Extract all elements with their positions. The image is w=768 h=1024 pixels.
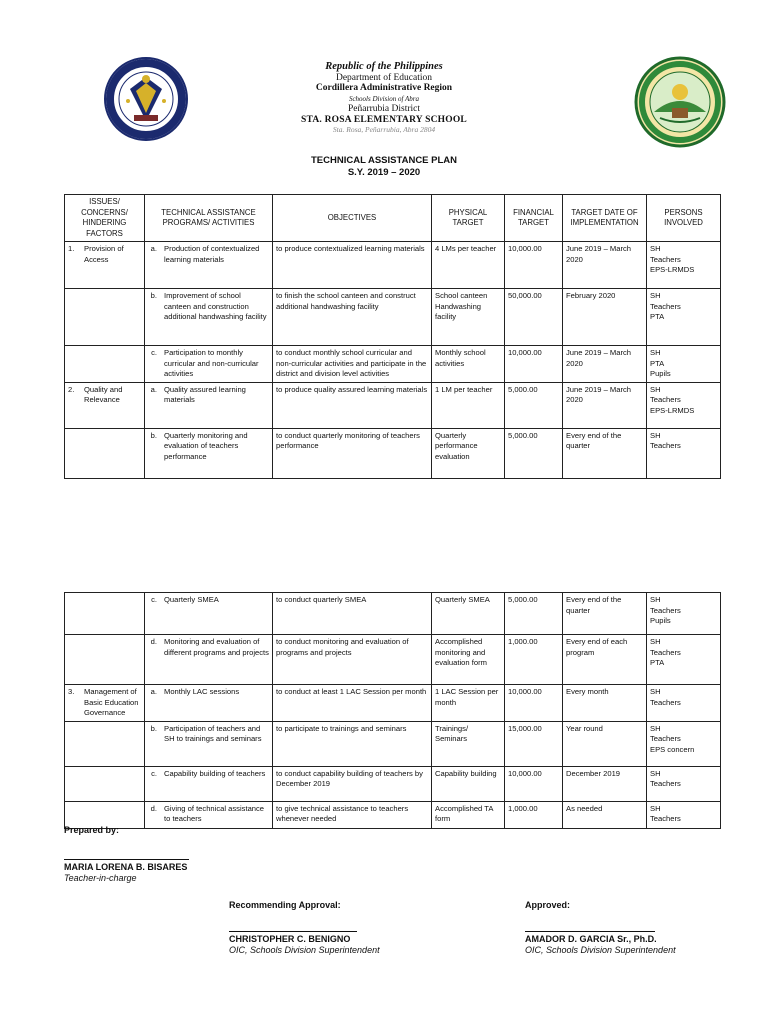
program-cell bbox=[145, 428, 273, 478]
program-letter: a. bbox=[150, 687, 157, 696]
deped-seal-logo bbox=[104, 57, 188, 141]
target-date-cell: June 2019 – March 2020 bbox=[563, 382, 647, 428]
objective-cell: to conduct at least 1 LAC Session per month bbox=[273, 685, 432, 722]
table-row bbox=[65, 428, 721, 478]
program-text: Improvement of school canteen and construction additional handwashing facility bbox=[164, 291, 267, 321]
approved-role: OIC, Schools Division Superintendent bbox=[525, 945, 676, 955]
objective-cell: to produce quality assured learning materials bbox=[273, 382, 432, 428]
persons-involved-cell: SH Teachers bbox=[647, 685, 721, 722]
letterhead bbox=[200, 62, 568, 136]
persons-involved-cell: SH Teachers bbox=[647, 428, 721, 478]
approved-block bbox=[525, 900, 705, 956]
col-persons-header: PERSONS INVOLVED bbox=[647, 195, 721, 242]
financial-target-cell: 1,000.00 bbox=[505, 801, 563, 828]
program-text: Quarterly SMEA bbox=[164, 595, 219, 604]
title-line-2: S.Y. 2019 – 2020 bbox=[347, 167, 421, 178]
recommending-approval-name: CHRISTOPHER C. BENIGNO bbox=[229, 934, 351, 944]
program-letter: b. bbox=[150, 723, 157, 733]
target-date-cell: As needed bbox=[563, 801, 647, 828]
issue-text: Management of Basic Education Governance bbox=[84, 687, 139, 717]
issue-cell bbox=[65, 346, 145, 383]
financial-target-cell: 5,000.00 bbox=[505, 382, 563, 428]
table-row bbox=[65, 635, 721, 685]
program-text: Participation of teachers and SH to trainings and seminars bbox=[164, 723, 262, 743]
issue-cell bbox=[65, 766, 145, 801]
financial-target-cell: 10,000.00 bbox=[505, 766, 563, 801]
program-cell bbox=[145, 721, 273, 766]
objective-cell: to conduct monthly school curricular and non-curricular activities and participate in the district and division level activities bbox=[273, 346, 432, 383]
document-title bbox=[150, 155, 618, 179]
program-text: Giving of technical assistance to teachers bbox=[164, 803, 265, 823]
physical-target-cell: School canteen Handwashing facility bbox=[432, 289, 505, 346]
issue-cell bbox=[65, 721, 145, 766]
target-date-cell: Every month bbox=[563, 685, 647, 722]
objective-cell: to finish the school canteen and construct additional handwashing facility bbox=[273, 289, 432, 346]
issue-cell bbox=[65, 289, 145, 346]
program-letter: d. bbox=[150, 637, 157, 646]
financial-target-cell: 10,000.00 bbox=[505, 346, 563, 383]
target-date-cell: Every end of each program bbox=[563, 635, 647, 685]
issue-number: 1. bbox=[68, 244, 75, 253]
prepared-by-label: Prepared by: bbox=[64, 825, 120, 835]
district-line: Peñarrubia District bbox=[347, 104, 421, 114]
table-row bbox=[65, 242, 721, 289]
program-letter: b. bbox=[150, 430, 157, 440]
table-row bbox=[65, 685, 721, 722]
issue-text: Quality and Relevance bbox=[84, 384, 123, 404]
objective-cell: to conduct quarterly monitoring of teachers performance bbox=[273, 428, 432, 478]
republic-line: Republic of the Philippines bbox=[325, 61, 443, 72]
physical-target-cell: Monthly school activities bbox=[432, 346, 505, 383]
program-letter: a. bbox=[150, 244, 157, 253]
persons-involved-cell: SH PTA Pupils bbox=[647, 346, 721, 383]
col-issues-header: ISSUES/ CONCERNS/ HINDERING FACTORS bbox=[65, 195, 145, 242]
prepared-by-role: Teacher-in-charge bbox=[64, 873, 137, 883]
persons-involved-cell: SH Teachers PTA bbox=[647, 635, 721, 685]
prepared-by-name: MARIA LORENA B. BISARES bbox=[64, 862, 188, 872]
physical-target-cell: 4 LMs per teacher bbox=[432, 242, 505, 289]
financial-target-cell: 5,000.00 bbox=[505, 593, 563, 635]
persons-involved-cell: SH Teachers bbox=[647, 801, 721, 828]
program-cell bbox=[145, 635, 273, 685]
program-cell bbox=[145, 593, 273, 635]
physical-target-cell: Trainings/ Seminars bbox=[432, 721, 505, 766]
program-text: Quality assured learning materials bbox=[164, 384, 246, 404]
program-letter: b. bbox=[150, 291, 157, 300]
financial-target-cell: 1,000.00 bbox=[505, 635, 563, 685]
physical-target-cell: Quarterly SMEA bbox=[432, 593, 505, 635]
recommending-signature-line bbox=[229, 931, 357, 932]
objective-cell: to give technical assistance to teachers whenever needed bbox=[273, 801, 432, 828]
recommending-approval-role: OIC, Schools Division Superintendent bbox=[229, 945, 380, 955]
table-row bbox=[65, 721, 721, 766]
issue-text: Provision of Access bbox=[84, 244, 124, 264]
program-letter: c. bbox=[151, 348, 157, 357]
persons-involved-cell: SH Teachers EPS concern bbox=[647, 721, 721, 766]
issue-cell bbox=[65, 428, 145, 478]
physical-target-cell: Capability building bbox=[432, 766, 505, 801]
physical-target-cell: Quarterly performance evaluation bbox=[432, 428, 505, 478]
issue-number: 3. bbox=[68, 687, 75, 696]
col-programs-header: TECHNICAL ASSISTANCE PROGRAMS/ ACTIVITIES bbox=[145, 195, 273, 242]
program-cell bbox=[145, 289, 273, 346]
issue-cell bbox=[65, 685, 145, 722]
financial-target-cell: 50,000.00 bbox=[505, 289, 563, 346]
table-row bbox=[65, 382, 721, 428]
table-row bbox=[65, 801, 721, 828]
approved-signature-line bbox=[525, 931, 655, 932]
col-financial-target-header: FINANCIAL TARGET bbox=[505, 195, 563, 242]
persons-involved-cell: SH Teachers PTA bbox=[647, 289, 721, 346]
program-cell bbox=[145, 382, 273, 428]
target-date-cell: Every end of the quarter bbox=[563, 428, 647, 478]
program-text: Production of contextualized learning materials bbox=[164, 244, 260, 264]
objective-cell: to conduct quarterly SMEA bbox=[273, 593, 432, 635]
financial-target-cell: 10,000.00 bbox=[505, 242, 563, 289]
physical-target-cell: Accomplished TA form bbox=[432, 801, 505, 828]
financial-target-cell: 10,000.00 bbox=[505, 685, 563, 722]
program-letter: c. bbox=[151, 768, 157, 778]
program-letter: c. bbox=[151, 595, 157, 604]
title-line-1: TECHNICAL ASSISTANCE PLAN bbox=[310, 155, 458, 166]
department-line: Department of Education bbox=[335, 72, 433, 83]
recommending-approval-label: Recommending Approval: bbox=[229, 900, 341, 910]
objective-cell: to conduct capability building of teachers by December 2019 bbox=[273, 766, 432, 801]
objective-cell: to produce contextualized learning materials bbox=[273, 242, 432, 289]
issue-cell bbox=[65, 801, 145, 828]
target-date-cell: February 2020 bbox=[563, 289, 647, 346]
program-text: Capability building of teachers bbox=[164, 768, 266, 778]
objective-cell: to participate to trainings and seminars bbox=[273, 721, 432, 766]
target-date-cell: December 2019 bbox=[563, 766, 647, 801]
school-name: STA. ROSA ELEMENTARY SCHOOL bbox=[301, 114, 467, 125]
program-cell bbox=[145, 766, 273, 801]
physical-target-cell: 1 LAC Session per month bbox=[432, 685, 505, 722]
region-line: Cordillera Administrative Region bbox=[315, 83, 453, 93]
target-date-cell: June 2019 – March 2020 bbox=[563, 346, 647, 383]
program-cell bbox=[145, 685, 273, 722]
table-row bbox=[65, 593, 721, 635]
recommending-approval-block bbox=[229, 900, 399, 956]
technical-assistance-table-part-2 bbox=[64, 592, 721, 829]
table-row bbox=[65, 289, 721, 346]
col-target-date-header: TARGET DATE OF IMPLEMENTATION bbox=[563, 195, 647, 242]
division-seal-logo bbox=[634, 56, 726, 148]
division-line: Schools Division of Abra bbox=[348, 94, 420, 103]
program-text: Quarterly monitoring and evaluation of teachers performance bbox=[164, 430, 248, 461]
table-header-row bbox=[65, 195, 721, 242]
target-date-cell: Every end of the quarter bbox=[563, 593, 647, 635]
technical-assistance-table-part-1 bbox=[64, 194, 721, 479]
col-objectives-header: OBJECTIVES bbox=[273, 195, 432, 242]
program-cell bbox=[145, 242, 273, 289]
financial-target-cell: 15,000.00 bbox=[505, 721, 563, 766]
issue-cell bbox=[65, 242, 145, 289]
issue-cell bbox=[65, 382, 145, 428]
program-text: Monthly LAC sessions bbox=[164, 687, 240, 696]
prepared-by-block bbox=[64, 825, 189, 884]
issue-cell bbox=[65, 635, 145, 685]
program-letter: a. bbox=[150, 384, 157, 394]
approved-label: Approved: bbox=[525, 900, 570, 910]
persons-involved-cell: SH Teachers Pupils bbox=[647, 593, 721, 635]
physical-target-cell: 1 LM per teacher bbox=[432, 382, 505, 428]
persons-involved-cell: SH Teachers EPS-LRMDS bbox=[647, 382, 721, 428]
program-text: Monitoring and evaluation of different programs and projects bbox=[164, 637, 269, 657]
prepared-signature-line bbox=[64, 859, 189, 860]
objective-cell: to conduct monitoring and evaluation of programs and projects bbox=[273, 635, 432, 685]
program-cell bbox=[145, 346, 273, 383]
program-cell bbox=[145, 801, 273, 828]
target-date-cell: June 2019 – March 2020 bbox=[563, 242, 647, 289]
table-row bbox=[65, 766, 721, 801]
approved-name: AMADOR D. GARCIA Sr., Ph.D. bbox=[525, 934, 657, 944]
table-row bbox=[65, 346, 721, 383]
issue-number: 2. bbox=[68, 384, 75, 394]
financial-target-cell: 5,000.00 bbox=[505, 428, 563, 478]
physical-target-cell: Accomplished monitoring and evaluation form bbox=[432, 635, 505, 685]
col-physical-target-header: PHYSICAL TARGET bbox=[432, 195, 505, 242]
program-text: Participation to monthly curricular and non-curricular activities bbox=[164, 348, 259, 378]
program-letter: d. bbox=[150, 803, 157, 813]
target-date-cell: Year round bbox=[563, 721, 647, 766]
persons-involved-cell: SH Teachers EPS-LRMDS bbox=[647, 242, 721, 289]
persons-involved-cell: SH Teachers bbox=[647, 766, 721, 801]
school-address: Sta. Rosa, Peñarrubia, Abra 2804 bbox=[332, 125, 436, 134]
issue-cell bbox=[65, 593, 145, 635]
